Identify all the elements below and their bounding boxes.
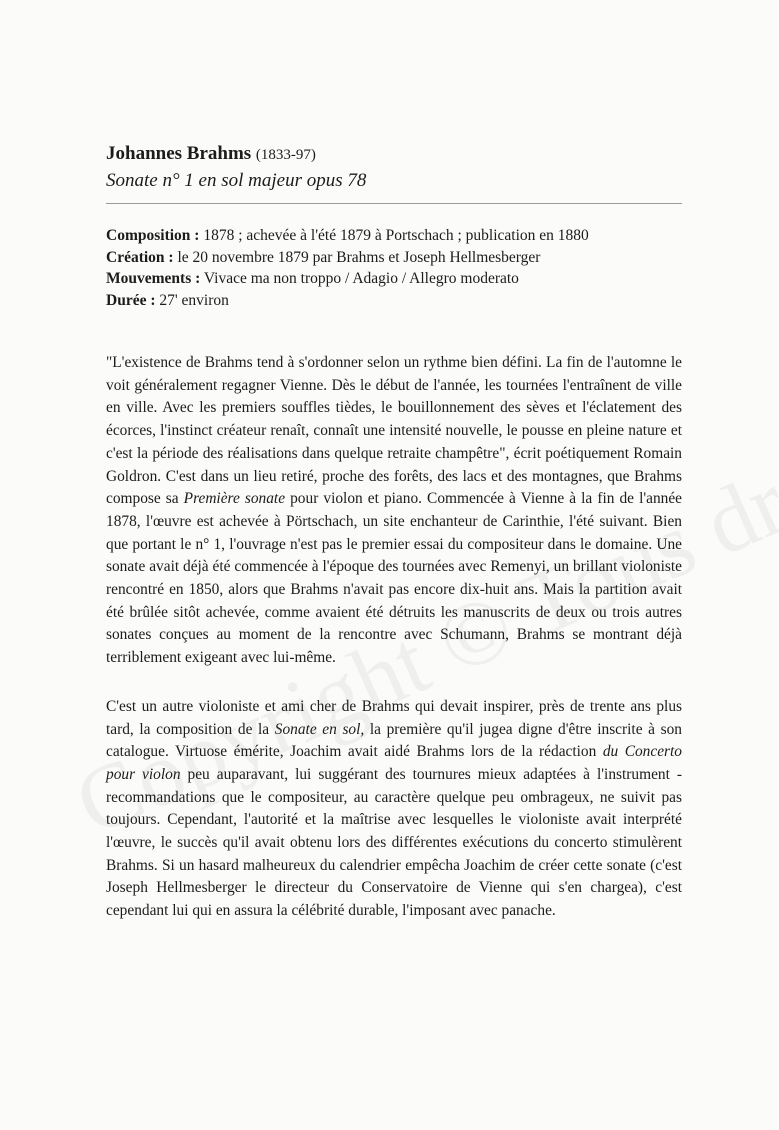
duration-row [106, 290, 682, 312]
creation-label: Création : [106, 248, 174, 266]
composition-value: 1878 ; achevée à l'été 1879 à Portschach ; publication en 1880 [203, 227, 589, 244]
title-line [106, 142, 682, 167]
paragraph-2-work-title-1: Sonate en sol, [274, 720, 365, 738]
composer-dates: (1833-97) [255, 147, 316, 163]
paragraph-1 [106, 352, 682, 670]
work-details [106, 225, 682, 311]
paragraph-1-text-a: "L'existence de Brahms tend à s'ordonner selon un rythme bien défini. La fin de l'automne le voit généralement regagner Vienne. Dès le début de l'année, les tournées l'entraînent de ville en ville. Avec les premiers souffles tièdes, le bouillonnement des sèves et l'éclatement des écorces, l'instinct créateur renaît, connaît une intensité nouvelle, le pousse en pleine nature et c'est la période des réalisations dans quelque retraite champêtre", écrit poétiquement Romain Goldron. C'est dans un lieu retiré, proche des forêts, des lacs et des montagnes, que Brahms compose sa [106, 354, 682, 508]
essay-body [106, 352, 682, 923]
composer-name: Johannes Brahms [106, 143, 252, 164]
creation-row [106, 247, 682, 269]
composition-label: Composition : [106, 227, 200, 244]
paragraph-1-text-b: pour violon et piano. Commencée à Vienne à la fin de l'année 1878, l'œuvre est achevée à Pörtschach, un site enchanteur de Carinthie, l'été suivant. Bien que portant le n° 1, l'ouvrage n'est pas le premier essai du compositeur dans le domaine. Une sonate avait déjà été commencée à l'époque des tournées avec Remenyi, un brillant violoniste rencontré en 1850, alors que Brahms n'avait pas encore dix-huit ans. Mais la partition avait été brûlée sitôt achevée, comme avaient été détruits les manuscrits de deux ou trois autres sonates conçues au moment de la rencontre avec Schumann, Brahms se montrant déjà terriblement exigeant avec lui-même. [106, 490, 682, 667]
header-divider [106, 203, 682, 204]
composition-row [106, 225, 682, 247]
paragraph-2-text-c: peu auparavant, lui suggérant des tournures mieux adaptées à l'instrument - recommandations que le compositeur, au caractère quelque peu ombrageux, ne suivit pas toujours. Cependant, l'autorité et la maîtrise avec lesquelles le violoniste avait interprété l'œuvre, le succès qu'il avait obtenu lors des différentes exécutions du concerto stimulèrent Brahms. Si un hasard malheureux du calendrier empêcha Joachim de créer cette sonate (c'est Joseph Hellmesberger le directeur du Conservatoire de Vienne qui s'en chargea), c'est cependant lui qui en assura la célébrité durable, l'imposant avec panache. [106, 765, 682, 920]
paragraph-1-work-title: Première sonate [183, 490, 286, 508]
movements-row [106, 268, 682, 290]
paragraph-2-text-a: C'est un autre violoniste et ami cher de Brahms qui devait inspirer, près de trente ans plus tard, la composition de la [106, 697, 682, 738]
movements-label: Mouvements : [106, 270, 201, 287]
program-note [106, 142, 682, 923]
duration-value: 27' environ [159, 291, 229, 309]
movements-value: Vivace ma non troppo / Adagio / Allegro moderato [203, 270, 519, 287]
paragraph-2-text-b: la première qu'il jugea digne d'être inscrite à son catalogue. Virtuose émérite, Joachim avait aidé Brahms lors de la rédaction [106, 720, 682, 761]
paragraph-2 [106, 696, 682, 923]
work-title: Sonate n° 1 en sol majeur opus 78 [106, 170, 367, 191]
creation-value: le 20 novembre 1879 par Brahms et Joseph Hellmesberger [177, 248, 541, 266]
duration-label: Durée : [106, 291, 156, 309]
paragraph-2-work-title-2: du Concerto pour violon [106, 743, 682, 783]
